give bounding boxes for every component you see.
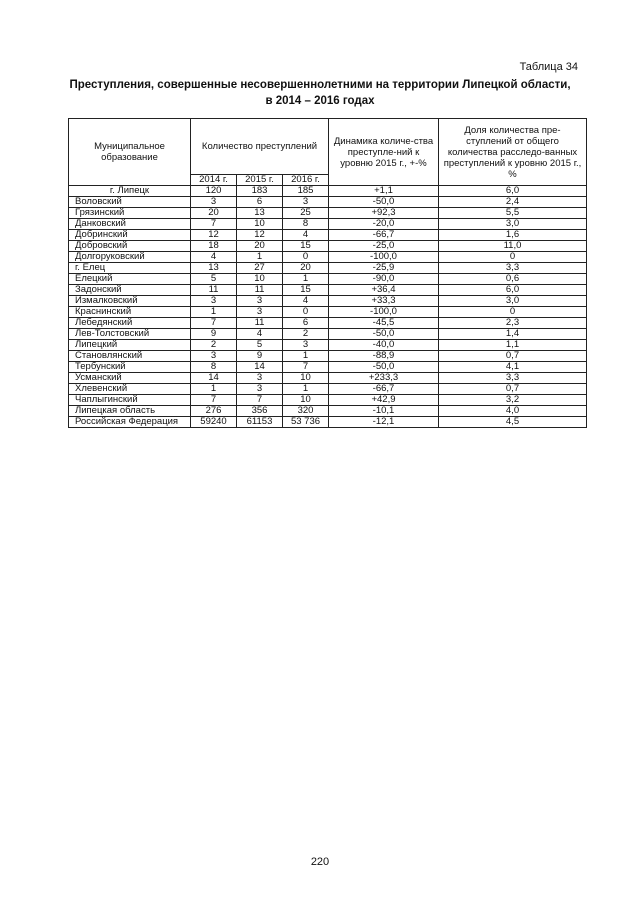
- table-row: [69, 252, 587, 263]
- value-2015-cell: 12: [237, 230, 283, 241]
- value-2014-cell: 1: [191, 384, 237, 395]
- share-cell: 1,6: [439, 230, 587, 241]
- table-row: [69, 241, 587, 252]
- value-2015-cell: 3: [237, 384, 283, 395]
- value-2015-cell: 10: [237, 219, 283, 230]
- dynamics-cell: -40,0: [329, 340, 439, 351]
- value-2015-cell: 7: [237, 395, 283, 406]
- value-2014-cell: 5: [191, 274, 237, 285]
- dynamics-cell: -50,0: [329, 197, 439, 208]
- value-2014-cell: 276: [191, 406, 237, 417]
- value-2016-cell: 10: [283, 395, 329, 406]
- value-2014-cell: 13: [191, 263, 237, 274]
- share-cell: 6,0: [439, 186, 587, 197]
- value-2015-cell: 11: [237, 285, 283, 296]
- dynamics-cell: +33,3: [329, 296, 439, 307]
- value-2014-cell: 3: [191, 351, 237, 362]
- value-2016-cell: 8: [283, 219, 329, 230]
- value-2016-cell: 10: [283, 373, 329, 384]
- share-cell: 3,3: [439, 263, 587, 274]
- share-cell: 4,1: [439, 362, 587, 373]
- dynamics-cell: -88,9: [329, 351, 439, 362]
- table-row: [69, 406, 587, 417]
- dynamics-cell: -100,0: [329, 307, 439, 318]
- municipality-cell: Грязинский: [69, 208, 191, 219]
- value-2016-cell: 320: [283, 406, 329, 417]
- share-cell: 0,7: [439, 351, 587, 362]
- table-row: [69, 351, 587, 362]
- dynamics-cell: -25,0: [329, 241, 439, 252]
- share-cell: 3,0: [439, 219, 587, 230]
- value-2015-cell: 9: [237, 351, 283, 362]
- header-crime-count: Количество преступлений: [191, 119, 329, 175]
- header-dynamics: Динамика количе-ства преступле-ний к уровню 2015 г., +-%: [329, 119, 439, 186]
- value-2016-cell: 4: [283, 230, 329, 241]
- value-2014-cell: 12: [191, 230, 237, 241]
- municipality-cell: Лев-Толстовский: [69, 329, 191, 340]
- municipality-cell: Усманский: [69, 373, 191, 384]
- table-row: [69, 395, 587, 406]
- value-2015-cell: 61153: [237, 417, 283, 428]
- municipality-cell: Елецкий: [69, 274, 191, 285]
- share-cell: 0,7: [439, 384, 587, 395]
- share-cell: 4,0: [439, 406, 587, 417]
- table-row: [69, 197, 587, 208]
- dynamics-cell: -10,1: [329, 406, 439, 417]
- value-2015-cell: 356: [237, 406, 283, 417]
- share-cell: 1,4: [439, 329, 587, 340]
- value-2014-cell: 18: [191, 241, 237, 252]
- value-2014-cell: 9: [191, 329, 237, 340]
- value-2014-cell: 7: [191, 318, 237, 329]
- municipality-cell: г. Елец: [69, 263, 191, 274]
- value-2016-cell: 4: [283, 296, 329, 307]
- table-row: [69, 230, 587, 241]
- municipality-cell: Добровский: [69, 241, 191, 252]
- share-cell: 3,0: [439, 296, 587, 307]
- value-2014-cell: 1: [191, 307, 237, 318]
- value-2014-cell: 11: [191, 285, 237, 296]
- value-2016-cell: 6: [283, 318, 329, 329]
- value-2015-cell: 13: [237, 208, 283, 219]
- value-2014-cell: 120: [191, 186, 237, 197]
- header-year-2014: 2014 г.: [191, 175, 237, 186]
- share-cell: 4,5: [439, 417, 587, 428]
- value-2016-cell: 1: [283, 351, 329, 362]
- municipality-cell: Российская Федерация: [69, 417, 191, 428]
- share-cell: 1,1: [439, 340, 587, 351]
- dynamics-cell: -25,9: [329, 263, 439, 274]
- header-share: Доля количества пре-ступлений от общего количества расследо-ванных преступлений к уровню 2015 г., %: [439, 119, 587, 186]
- title-line-2: в 2014 – 2016 годах: [265, 95, 375, 107]
- municipality-cell: г. Липецк: [69, 186, 191, 197]
- table-row: [69, 417, 587, 428]
- title-line-1: Преступления, совершенные несовершеннолетними на территории Липецкой области,: [69, 79, 571, 91]
- dynamics-cell: +92,3: [329, 208, 439, 219]
- value-2015-cell: 11: [237, 318, 283, 329]
- value-2015-cell: 20: [237, 241, 283, 252]
- value-2016-cell: 7: [283, 362, 329, 373]
- share-cell: 2,4: [439, 197, 587, 208]
- table-row: [69, 340, 587, 351]
- value-2014-cell: 20: [191, 208, 237, 219]
- municipality-cell: Становлянский: [69, 351, 191, 362]
- value-2015-cell: 27: [237, 263, 283, 274]
- municipality-cell: Краснинский: [69, 307, 191, 318]
- share-cell: 0,6: [439, 274, 587, 285]
- table-row: [69, 384, 587, 395]
- value-2015-cell: 6: [237, 197, 283, 208]
- table-row: [69, 285, 587, 296]
- municipality-cell: Тербунский: [69, 362, 191, 373]
- value-2014-cell: 59240: [191, 417, 237, 428]
- value-2014-cell: 3: [191, 296, 237, 307]
- value-2016-cell: 3: [283, 197, 329, 208]
- value-2016-cell: 53 736: [283, 417, 329, 428]
- share-cell: 11,0: [439, 241, 587, 252]
- value-2016-cell: 15: [283, 285, 329, 296]
- municipality-cell: Чаплыгинский: [69, 395, 191, 406]
- dynamics-cell: -100,0: [329, 252, 439, 263]
- municipality-cell: Хлевенский: [69, 384, 191, 395]
- value-2015-cell: 3: [237, 307, 283, 318]
- dynamics-cell: +42,9: [329, 395, 439, 406]
- dynamics-cell: -45,5: [329, 318, 439, 329]
- share-cell: 2,3: [439, 318, 587, 329]
- dynamics-cell: +36,4: [329, 285, 439, 296]
- table-row: [69, 186, 587, 197]
- dynamics-cell: +233,3: [329, 373, 439, 384]
- table-row: [69, 274, 587, 285]
- value-2016-cell: 185: [283, 186, 329, 197]
- page-number: 220: [310, 856, 330, 868]
- table-row: [69, 296, 587, 307]
- value-2016-cell: 0: [283, 307, 329, 318]
- value-2015-cell: 183: [237, 186, 283, 197]
- share-cell: 0: [439, 252, 587, 263]
- header-year-2015: 2015 г.: [237, 175, 283, 186]
- value-2016-cell: 2: [283, 329, 329, 340]
- municipality-cell: Липецкий: [69, 340, 191, 351]
- municipality-cell: Добринский: [69, 230, 191, 241]
- value-2016-cell: 25: [283, 208, 329, 219]
- table-row: [69, 329, 587, 340]
- dynamics-cell: -12,1: [329, 417, 439, 428]
- value-2016-cell: 20: [283, 263, 329, 274]
- dynamics-cell: -50,0: [329, 362, 439, 373]
- value-2015-cell: 14: [237, 362, 283, 373]
- dynamics-cell: -66,7: [329, 230, 439, 241]
- share-cell: 5,5: [439, 208, 587, 219]
- header-year-2016: 2016 г.: [283, 175, 329, 186]
- header-municipality: Муниципальное образование: [69, 119, 191, 186]
- value-2016-cell: 3: [283, 340, 329, 351]
- value-2014-cell: 2: [191, 340, 237, 351]
- dynamics-cell: +1,1: [329, 186, 439, 197]
- value-2015-cell: 4: [237, 329, 283, 340]
- municipality-cell: Данковский: [69, 219, 191, 230]
- value-2014-cell: 7: [191, 219, 237, 230]
- value-2016-cell: 1: [283, 384, 329, 395]
- value-2014-cell: 14: [191, 373, 237, 384]
- share-cell: 0: [439, 307, 587, 318]
- value-2014-cell: 7: [191, 395, 237, 406]
- value-2016-cell: 0: [283, 252, 329, 263]
- dynamics-cell: -20,0: [329, 219, 439, 230]
- value-2015-cell: 3: [237, 373, 283, 384]
- table-title: [60, 77, 580, 109]
- value-2016-cell: 1: [283, 274, 329, 285]
- value-2015-cell: 10: [237, 274, 283, 285]
- value-2014-cell: 8: [191, 362, 237, 373]
- dynamics-cell: -90,0: [329, 274, 439, 285]
- dynamics-cell: -66,7: [329, 384, 439, 395]
- table-row: [69, 318, 587, 329]
- value-2014-cell: 3: [191, 197, 237, 208]
- municipality-cell: Лебедянский: [69, 318, 191, 329]
- table-body: [69, 186, 587, 428]
- value-2015-cell: 1: [237, 252, 283, 263]
- municipality-cell: Воловский: [69, 197, 191, 208]
- value-2015-cell: 5: [237, 340, 283, 351]
- municipality-cell: Измалковский: [69, 296, 191, 307]
- municipality-cell: Долгоруковский: [69, 252, 191, 263]
- table-row: [69, 208, 587, 219]
- value-2016-cell: 15: [283, 241, 329, 252]
- share-cell: 6,0: [439, 285, 587, 296]
- share-cell: 3,2: [439, 395, 587, 406]
- value-2015-cell: 3: [237, 296, 283, 307]
- share-cell: 3,3: [439, 373, 587, 384]
- table-row: [69, 362, 587, 373]
- table-row: [69, 219, 587, 230]
- table-row: [69, 307, 587, 318]
- value-2014-cell: 4: [191, 252, 237, 263]
- table-row: [69, 263, 587, 274]
- dynamics-cell: -50,0: [329, 329, 439, 340]
- municipality-cell: Задонский: [69, 285, 191, 296]
- table-row: [69, 373, 587, 384]
- table-label: Таблица 34: [519, 61, 578, 73]
- crime-statistics-table: [68, 118, 587, 428]
- municipality-cell: Липецкая область: [69, 406, 191, 417]
